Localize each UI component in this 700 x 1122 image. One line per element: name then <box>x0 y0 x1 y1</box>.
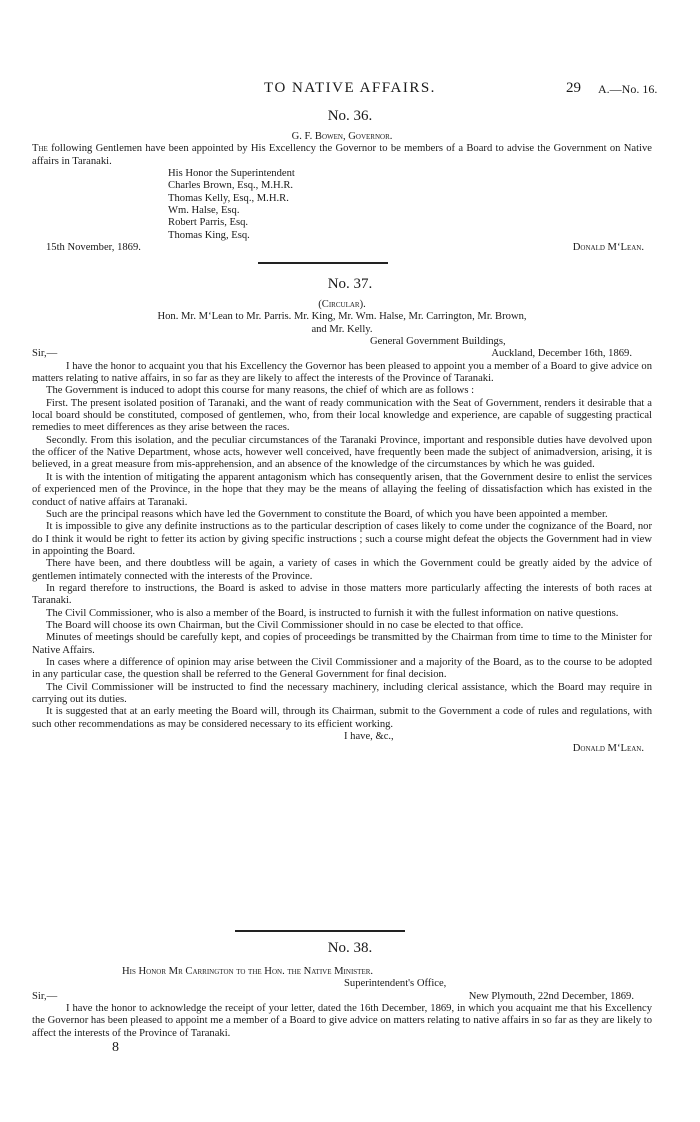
paragraph: The Civil Commissioner will be instructed to find the necessary machinery, including clerical assistance, which the Board may require in carrying out its duties. <box>32 681 652 705</box>
paragraph: Secondly. From this isolation, and the peculiar circumstances of the Taranaki Province, important and responsible duties have devolved upon the officer of the Native Department, whose acts, however well conceived, have frequently been made the subject of animadversion, arising, it is believed, in a great measure from mis-apprehension, and an absence of the knowledge of the circumstances by which he was guided. <box>32 434 652 471</box>
closing: I have, &c., <box>344 731 394 743</box>
paragraph: Such are the principal reasons which have led the Government to constitute the Board, of which you have been appointed a member. <box>46 508 608 520</box>
intro-paragraph <box>32 143 652 168</box>
salutation: Sir,— <box>32 990 58 1002</box>
place-date: New Plymouth, 22nd December, 1869. <box>468 990 634 1002</box>
date: 15th November, 1869. <box>46 242 141 254</box>
address-line: Hon. Mr. M‘Lean to Mr. Parris. Mr. King, Mr. Wm. Halse, Mr. Carrington, Mr. Brown, <box>157 311 527 323</box>
place-line: Superintendent's Office, <box>344 978 447 990</box>
signature-mark: 8 <box>112 1040 119 1056</box>
salutation-row <box>32 991 652 1003</box>
section-heading-38: No. 38. <box>327 940 373 956</box>
document-reference: A.—No. 16. <box>598 82 658 96</box>
address-line: and Mr. Kelly. <box>311 323 373 335</box>
paragraph: I have the honor to acknowledge the receipt of your letter, dated the 16th December, 1869, in which you acquaint me that his Excellency the Governor has been pleased to appoint me a member of a Board to give advice on matters relating to native affairs in so far as they are likely to affect the interests of the Province of Taranaki. <box>32 1003 652 1039</box>
place-line: General Government Buildings, <box>370 336 506 348</box>
signature: Donald M‘Lean. <box>572 743 644 755</box>
intro-text: following Gentlemen have been appointed by His Excellency the Governor to be members of a Board to advise the Government on Native affairs in Taranaki. <box>32 143 653 167</box>
paragraph: I have the honor to acquaint you that his Excellency the Governor has been pleased to appoint you a member of a Board to give advice on matters relating to native affairs, in so far as they are likely to affect the interests of the Province of Taranaki. <box>32 360 652 385</box>
member-item: Charles Brown, Esq., M.H.R. <box>168 180 294 192</box>
paragraph: The Government is induced to adopt this course for many reasons, the chief of which are as follows : <box>46 385 475 397</box>
signature: Donald M‘Lean. <box>572 242 644 254</box>
member-item: Wm. Halse, Esq. <box>168 205 240 217</box>
paragraph: It is suggested that at an early meeting the Board will, through its Chairman, submit to the Government a code of rules and regulations, with such other recommendations as may be considered necessary to its efficient working. <box>32 706 652 730</box>
paragraph: Minutes of meetings should be carefully kept, and copies of proceedings be transmitted by the Chairman from time to time to the Minister for Native Affairs. <box>32 632 652 656</box>
page-header-title: TO NATIVE AFFAIRS. <box>264 80 436 96</box>
paragraph: First. The present isolated position of Taranaki, and the want of ready communication with the Seat of Government, renders it desirable that a local board should be constituted, composed of gentlemen, who, from their local knowledge and experience, are capable of suggesting practical remedies to meet differences as they arise between the races. <box>32 397 652 434</box>
member-list <box>32 168 652 242</box>
paragraph: It is impossible to give any definite instructions as to the particular description of cases likely to come under the cognizance of the Board, nor do I think it would be right to fetter its action by giving specific instructions ; such a course might defeat the objects the Government had in view in appointing the Board. <box>32 521 652 557</box>
section-heading-36: No. 36. <box>327 108 373 124</box>
section-heading-37: No. 37. <box>327 276 373 292</box>
paragraph: It is with the intention of mitigating the apparent antagonism which has consequently arisen, that the Government desire to enlist the services of experienced men of the Province, in the hope that they may be the means of allaying the feeling of dissatisfaction which has existed in the conduct of native affairs at Taranaki. <box>32 471 652 508</box>
section-rule <box>258 262 388 264</box>
section-rule <box>235 930 405 932</box>
member-item: Robert Parris, Esq. <box>168 217 249 229</box>
member-item: Thomas Kelly, Esq., M.H.R. <box>168 192 289 204</box>
address-line: His Honor Mr Carrington to the Hon. the Native Minister. <box>122 966 374 977</box>
section-37 <box>32 299 652 756</box>
place-date: Auckland, December 16th, 1869. <box>491 348 632 360</box>
section-38 <box>32 966 652 1054</box>
paragraph: In cases where a difference of opinion may arise between the Civil Commissioner and a majority of the Board, as to the course to be adopted in any particular case, the question shall be referred to the General Government for final decision. <box>32 656 652 681</box>
paragraph: The Civil Commissioner, who is also a member of the Board, is instructed to furnish it with the fullest information on native questions. <box>46 607 619 619</box>
date-signature-row <box>32 242 652 254</box>
from-line: G. F. Bowen, Governor. <box>291 131 393 142</box>
member-item: Thomas King, Esq. <box>168 229 250 241</box>
paragraph: There have been, and there doubtless will be again, a variety of cases in which the Government could be greatly aided by the advice of gentlemen intimately connected with the interests of the Province. <box>32 558 652 582</box>
intro-lead: The <box>32 143 48 155</box>
paragraph: The Board will choose its own Chairman, but the Civil Commissioner should in no case be elected to that office. <box>46 619 524 631</box>
section-36 <box>32 131 652 254</box>
salutation-row <box>32 348 652 360</box>
salutation: Sir,— <box>32 348 58 360</box>
member-item: His Honor the Superintendent <box>168 168 295 180</box>
page-number: 29 <box>566 80 581 96</box>
circular-label: (Circular). <box>318 299 366 310</box>
paragraph: In regard therefore to instructions, the Board is asked to advise in those matters more particularly affecting the interests of both races at Taranaki. <box>32 582 652 607</box>
